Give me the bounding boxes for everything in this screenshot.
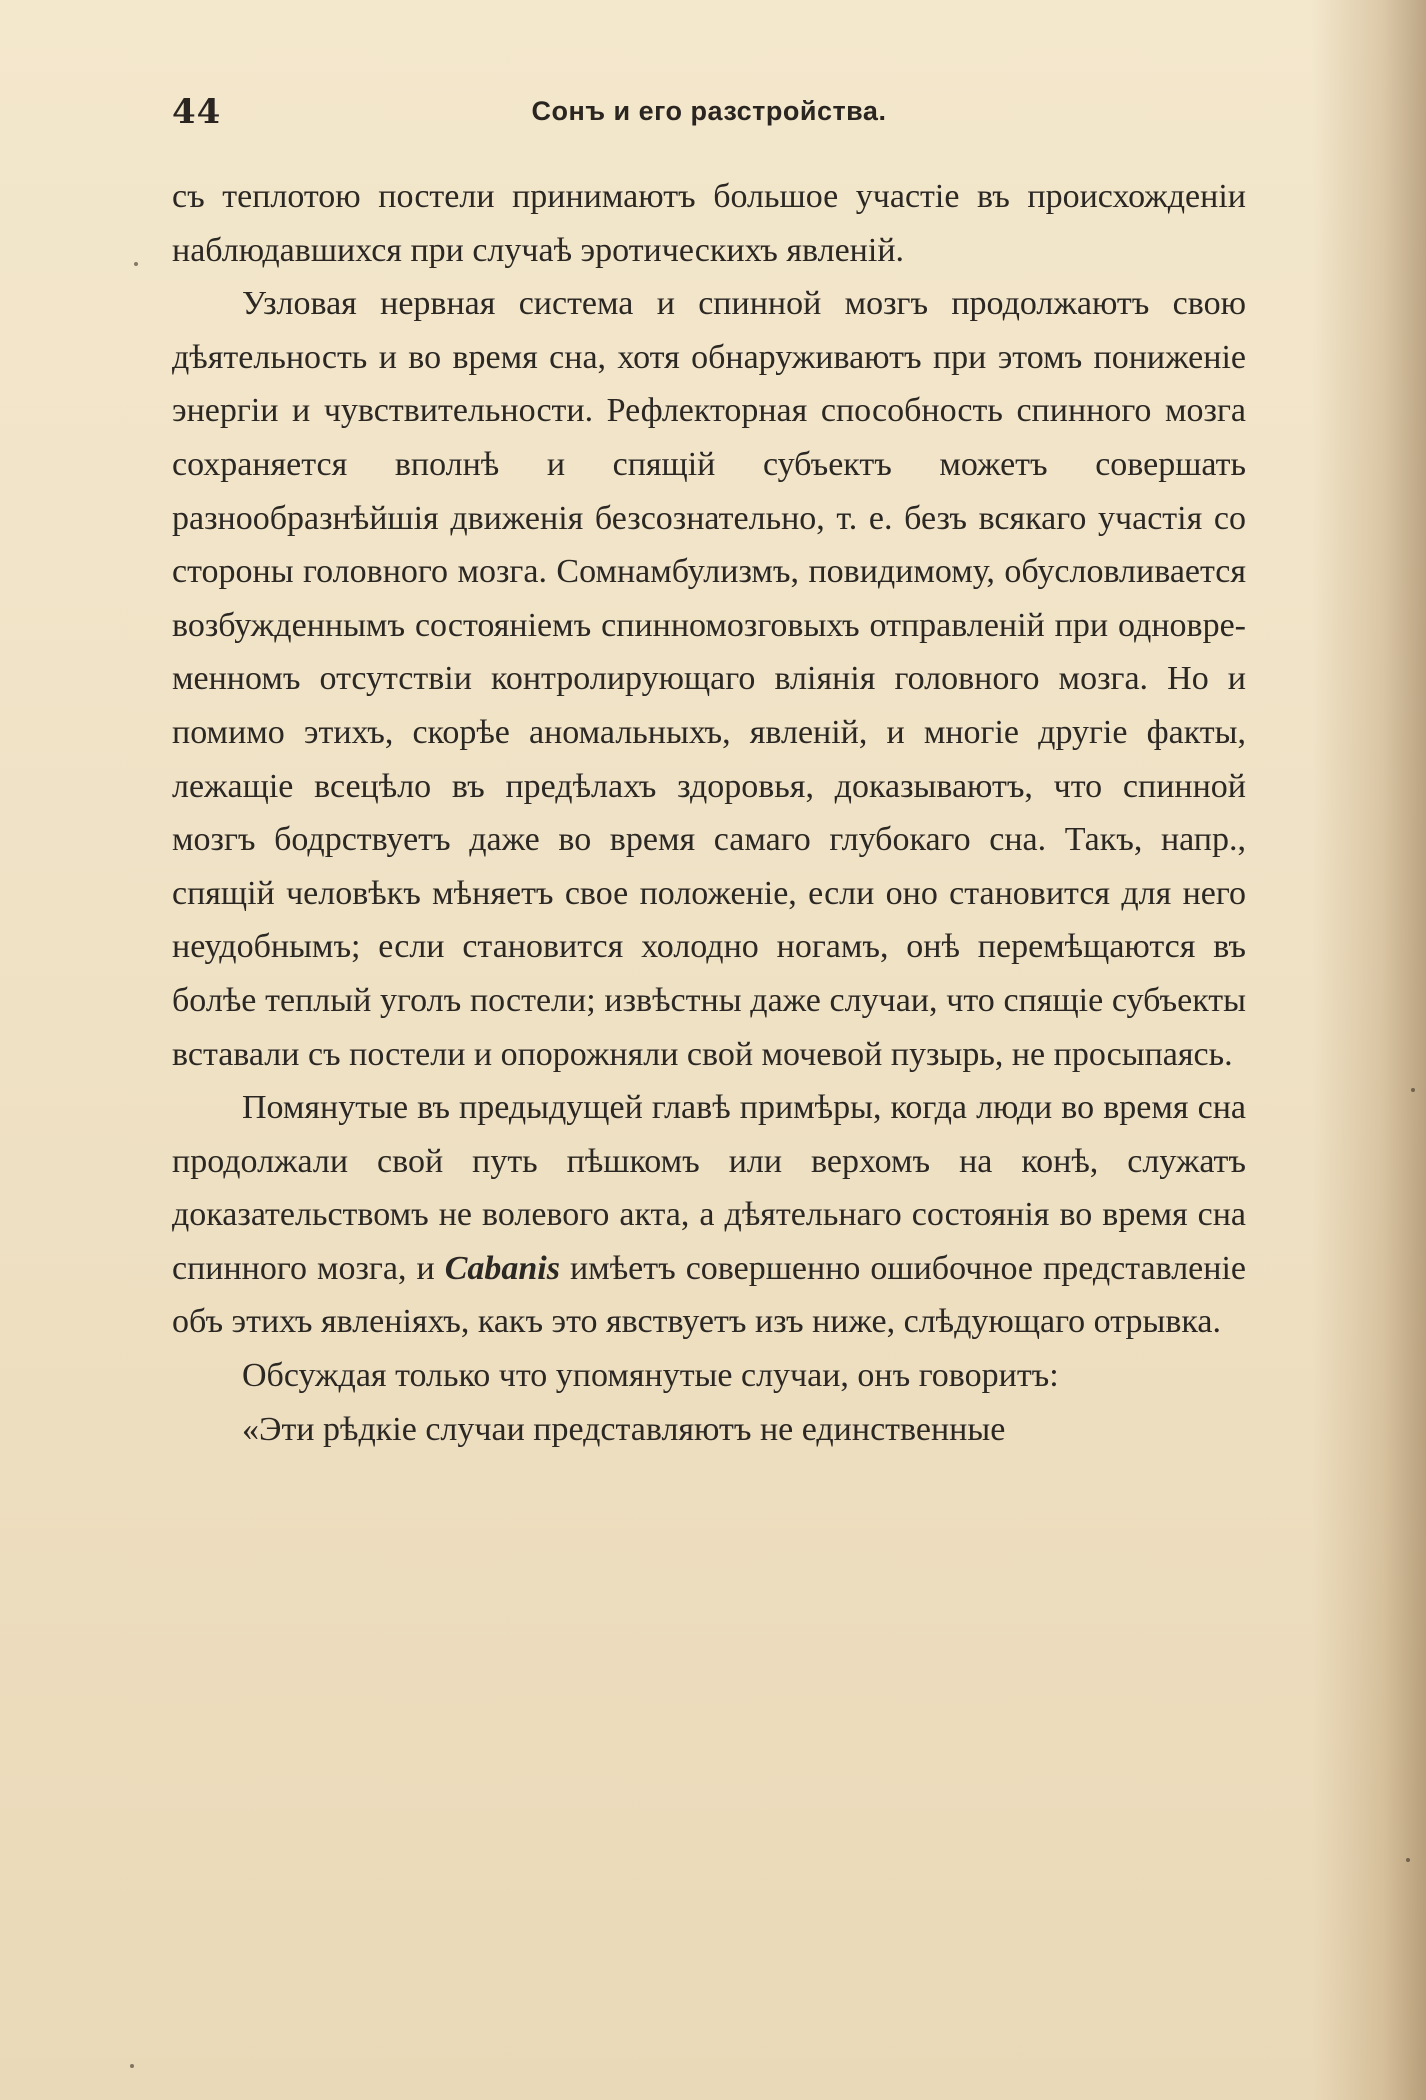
paper-speck (134, 262, 138, 266)
paragraph-quote-start: «Эти рѣдкіе случаи представляютъ не единственные (242, 1410, 1006, 1448)
paragraph-spinal-cord: Узловая нервная система и спинной мозгъ продолжаютъ свою дѣятельность и во время сна, хотя обнаруживаютъ при этомъ пониженіе энергіи и чувствительности. Рефлекторная способность спинного мозга сохраняется вполнѣ и спящій субъектъ можетъ совершать разнообразнѣйшія движенія безсознательно, т. е. безъ всякаго участія со стороны головного мозга. Сомнамбулизмъ, повидимому, обусловливается возбужденнымъ состояніемъ спинномозговыхъ отправленій при одновременномъ отсутствіи контролирующаго вліянія головного мозга. Но и помимо этихъ, скорѣе аномальныхъ, явленій, и многіе другіе факты, лежащіе всецѣло въ предѣлахъ здоровья, доказываютъ, что спинной мозгъ бодрствуетъ даже во время самаго глубокаго сна. Такъ, напр., спящій человѣкъ мѣняетъ свое положеніе, если оно становится для него неудобнымъ; если становится холодно ногамъ, онѣ перемѣщаются въ болѣе теплый уголъ постели; извѣстны даже случаи, что спящіе субъекты вставали съ постели и опорожняли свой мочевой пузырь, не просыпаясь. (172, 285, 1246, 1073)
paper-speck (1411, 1088, 1415, 1092)
page-number: 44 (172, 92, 222, 132)
paragraph-discussion: Обсуждая только что упомянутые случаи, онъ говоритъ: (242, 1357, 1059, 1395)
paragraph-cabanis-text-after: имѣетъ совершенно ошибочное представленіе объ этихъ явленіяхъ, какъ это явствуетъ изъ ниже, слѣдующаго отрывка. (172, 1249, 1247, 1341)
paragraph-continuation: съ теплотою постели принимаютъ большое участіе въ происхожденіи наблюдавшихся при случаѣ эротическихъ явленій. (172, 178, 1246, 269)
page-header (172, 92, 1246, 142)
author-name-cabanis: Cabanis (444, 1249, 560, 1287)
paper-speck (1406, 1858, 1410, 1862)
paragraph-cabanis-text-before: Помянутые въ предыдущей главѣ примѣры, когда люди во время сна продолжали свой путь пѣшкомъ или верхомъ на конѣ, служатъ доказательствомъ не волевого акта, а дѣятельнаго состоянія во время сна спинного мозга, и (172, 1089, 1246, 1287)
paragraph-cabanis (172, 1081, 1246, 1349)
running-title: Сонъ и его разстройства. (531, 96, 887, 126)
paper-speck (130, 2064, 134, 2068)
body-text (172, 170, 1246, 1456)
